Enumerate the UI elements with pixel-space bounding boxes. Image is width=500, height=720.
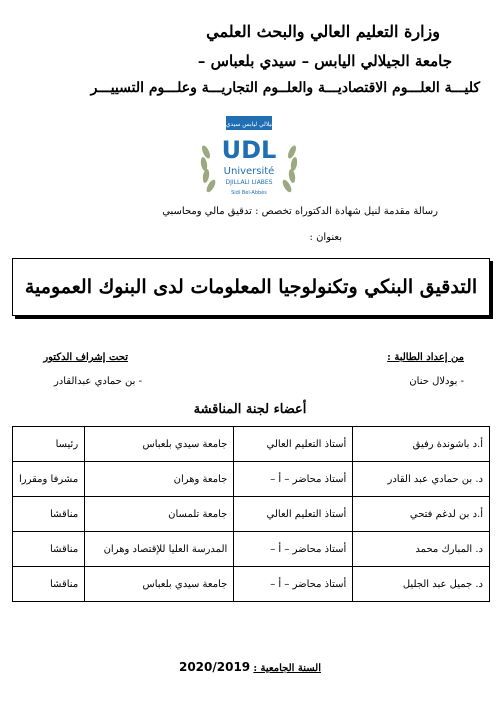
faculty-heading: كليـــة العلـــوم الاقتصاديـــة والعلــوم التجاريـــة وعلـــوم التسييـــر: [90, 80, 480, 96]
member-name: د. جميل عبد الجليل: [353, 567, 490, 602]
committee-table: [12, 426, 490, 602]
committee-heading: أعضاء لجنة المناقشة: [193, 402, 307, 417]
ministry-heading: وزارة التعليم العالي والبحث العلمي: [206, 22, 440, 41]
table-row: [13, 497, 490, 532]
member-name: أ.د باشوندة رفيق: [353, 427, 490, 462]
member-rank: أستاذ محاضر – أ –: [234, 567, 353, 602]
title-label: بعنوان :: [309, 232, 342, 243]
svg-text:DJILLALI LIABES: DJILLALI LIABES: [225, 179, 273, 186]
member-rank: أستاذ التعليم العالي: [234, 427, 353, 462]
member-rank: أستاذ محاضر – أ –: [234, 532, 353, 567]
student-name: - بودلال حنان: [409, 376, 464, 387]
member-name: أ.د بن لدغم فتحي: [353, 497, 490, 532]
member-institution: جامعة تلمسان: [85, 497, 234, 532]
thesis-description: رسالة مقدمة لنيل شهادة الدكتوراه تخصص : تدقيق مالي ومحاسبي: [162, 206, 438, 217]
academic-year-label: السنة الجامعية :: [253, 663, 322, 674]
laurel-left-icon: [200, 144, 217, 193]
member-role: مناقشا: [13, 532, 85, 567]
member-name: د. المبارك محمد: [353, 532, 490, 567]
member-institution: جامعة سيدي بلعباس: [85, 567, 234, 602]
laurel-right-icon: [281, 144, 298, 193]
university-heading: جامعة الجيلالي اليابس – سيدي بلعباس –: [197, 52, 452, 70]
prepared-by-label: من إعداد الطالبة :: [387, 352, 464, 363]
svg-text:Université: Université: [223, 166, 275, 177]
table-row: [13, 567, 490, 602]
university-logo: [196, 112, 302, 210]
thesis-title: التدقيق البنكي وتكنولوجيا المعلومات لدى البنوك العمومية: [24, 276, 478, 298]
member-rank: أستاذ التعليم العالي: [234, 497, 353, 532]
member-role: مشرفا ومقررا: [13, 462, 85, 497]
thesis-title-box: [12, 258, 490, 316]
table-row: [13, 462, 490, 497]
supervised-by-label: تحت إشراف الدكتور: [43, 352, 128, 363]
supervisor-name: - بن حمادي عبدالقادر: [53, 376, 142, 387]
member-role: مناقشا: [13, 567, 85, 602]
member-role: رئيسا: [13, 427, 85, 462]
member-institution: جامعة سيدي بلعباس: [85, 427, 234, 462]
member-institution: جامعة وهران: [85, 462, 234, 497]
member-role: مناقشا: [13, 497, 85, 532]
svg-text:Sidi Bel-Abbès: Sidi Bel-Abbès: [231, 190, 267, 196]
table-row: [13, 532, 490, 567]
svg-text:UDL: UDL: [221, 136, 277, 164]
table-row: [13, 427, 490, 462]
member-institution: المدرسة العليا للإقتصاد وهران: [85, 532, 234, 567]
svg-text:جامعة جيلالي ليابس سيدي بلعباس: جامعة جيلالي ليابس سيدي بلعباس: [206, 121, 292, 128]
member-rank: أستاذ محاضر – أ –: [234, 462, 353, 497]
academic-year-value: 2020/2019: [178, 660, 251, 674]
academic-year: [0, 660, 500, 674]
member-name: د. بن حمادي عبد القادر: [353, 462, 490, 497]
